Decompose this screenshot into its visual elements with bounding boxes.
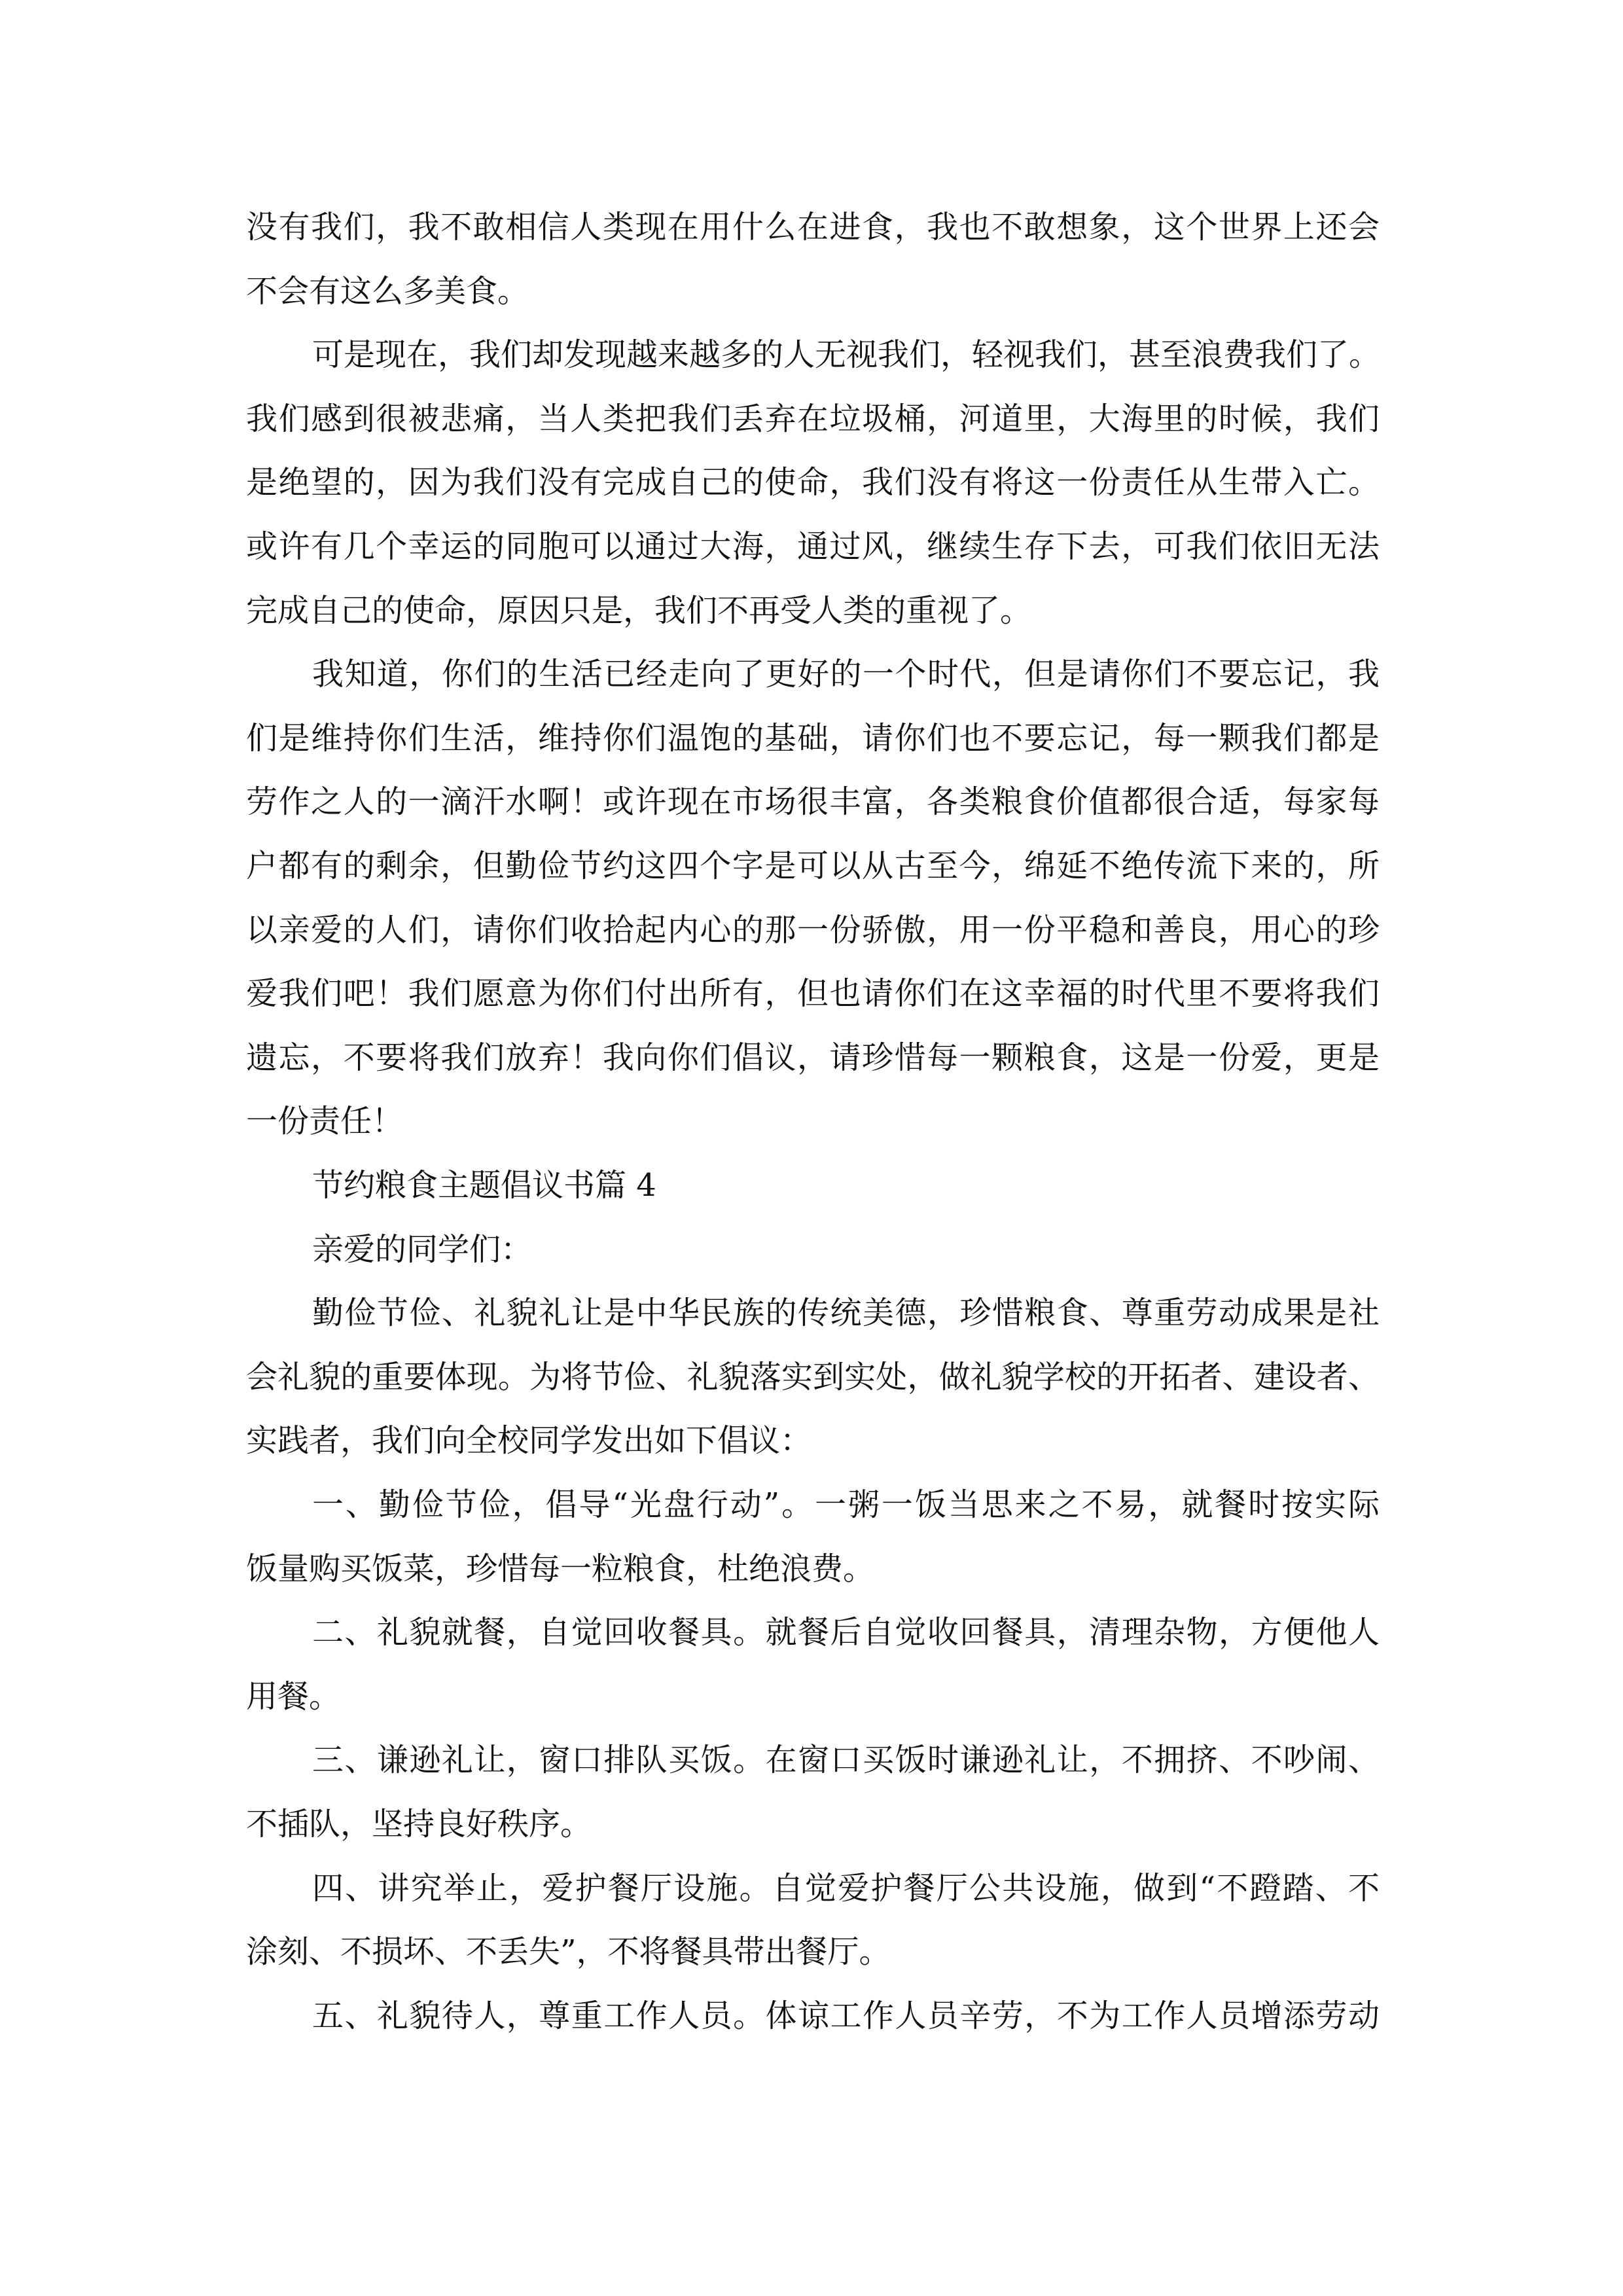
text-line: 用餐。: [246, 1677, 341, 1715]
text-line: 可是现在，我们却发现越来越多的人无视我们，轻视我们，甚至浪费我们了。: [312, 336, 1381, 374]
text-line: 户都有的剩余，但勤俭节约这四个字是可以从古至今，绵延不绝传流下来的，所: [246, 848, 1380, 884]
text-line: 会礼貌的重要体现。为将节俭、礼貌落实到实处，做礼貌学校的开拓者、建设者、: [246, 1358, 1380, 1395]
text-line: 饭量购买饭菜，珍惜每一粒粮食，杜绝浪费。: [246, 1550, 875, 1587]
text-line: 我们感到很被悲痛，当人类把我们丢弃在垃圾桶，河道里，大海里的时候，我们: [246, 400, 1380, 437]
text-line: 实践者，我们向全校同学发出如下倡议：: [246, 1422, 812, 1460]
text-line: 二、礼貌就餐，自觉回收餐具。就餐后自觉收回餐具，清理杂物，方便他人: [312, 1614, 1380, 1651]
text-line: 一、勤俭节俭，倡导“光盘行动”。一粥一饭当思来之不易，就餐时按实际: [312, 1486, 1380, 1523]
text-line: 一份责任！: [246, 1103, 404, 1140]
text-line: 完成自己的使命，原因只是，我们不再受人类的重视了。: [246, 592, 1032, 629]
text-line: 四、讲究举止，爱护餐厅设施。自觉爱护餐厅公共设施，做到“不蹬踏、不: [312, 1869, 1380, 1907]
text-line: 是绝望的，因为我们没有完成自己的使命，我们没有将这一份责任从生带入亡。: [246, 464, 1380, 501]
text-line: 不插队，坚持良好秩序。: [246, 1806, 592, 1842]
text-line: 爱我们吧！我们愿意为你们付出所有，但也请你们在这幸福的时代里不要将我们: [246, 975, 1380, 1013]
text-line: 我知道，你们的生活已经走向了更好的一个时代，但是请你们不要忘记，我: [312, 656, 1380, 693]
text-line: 五、礼貌待人，尊重工作人员。体谅工作人员辛劳，不为工作人员增添劳动: [312, 1997, 1380, 2034]
text-line: 亲爱的同学们：: [312, 1230, 533, 1268]
text-line: 劳作之人的一滴汗水啊！或许现在市场很丰富，各类粮食价值都很合适，每家每: [246, 783, 1380, 821]
text-line: 三、谦逊礼让，窗口排队买饭。在窗口买饭时谦逊礼让，不拥挤、不吵闹、: [312, 1742, 1380, 1779]
text-line: 不会有这么多美食。: [246, 272, 529, 310]
text-line: 们是维持你们生活，维持你们温饱的基础，请你们也不要忘记，每一颗我们都是: [246, 719, 1380, 757]
text-line: 勤俭节俭、礼貌礼让是中华民族的传统美德，珍惜粮食、尊重劳动成果是社: [312, 1295, 1380, 1332]
text-line: 涂刻、不损坏、不丢失”，不将餐具带出餐厅。: [246, 1933, 891, 1971]
text-line: 没有我们，我不敢相信人类现在用什么在进食，我也不敢想象，这个世界上还会: [246, 209, 1380, 245]
text-line: 或许有几个幸运的同胞可以通过大海，通过风，继续生存下去，可我们依旧无法: [246, 528, 1380, 565]
text-line: 以亲爱的人们，请你们收拾起内心的那一份骄傲，用一份平稳和善良，用心的珍: [246, 911, 1380, 948]
text-line: 节约粮食主题倡议书篇 4: [312, 1167, 656, 1204]
text-line: 遗忘，不要将我们放弃！我向你们倡议，请珍惜每一颗粮食，这是一份爱，更是: [246, 1039, 1380, 1076]
